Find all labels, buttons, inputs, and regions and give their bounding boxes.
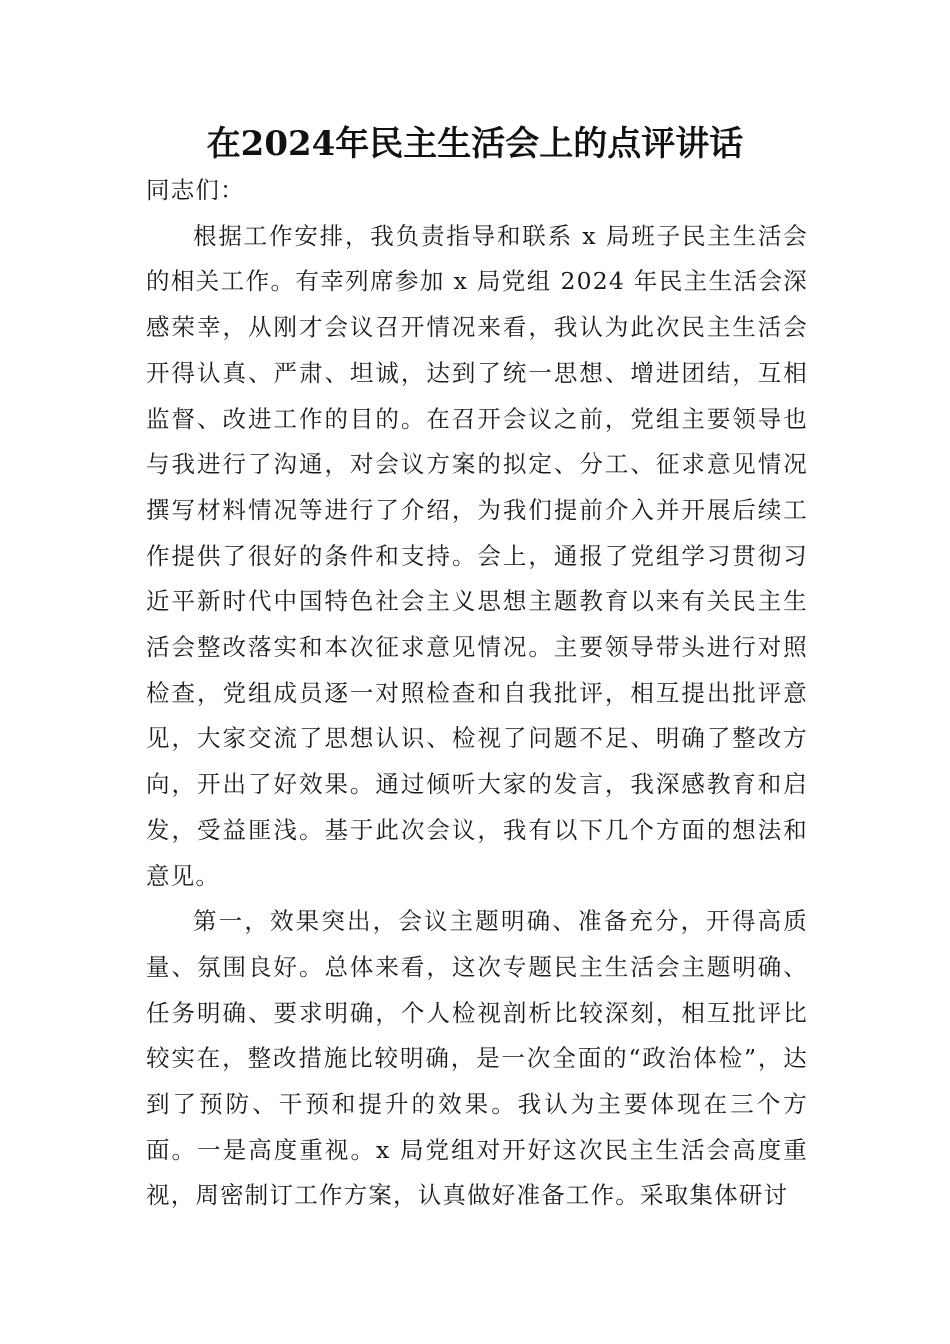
document-title: 在2024年民主生活会上的点评讲话 [206,124,744,164]
salutation: 同志们： [146,176,245,204]
paragraph: 根据工作安排，我负责指导和联系 x 局班子民主生活会的相关工作。有幸列席参加 x 局党组 2024 年民主生活会深感荣幸，从刚才会议召开情况来看，我认为此次民主生活会开得认真、严肃、坦诚，达到了统一思想、增进团结，互相监督、改进工作的目的。在召开会议之前，党组主要领导也与我进行了沟通，对会议方案的拟定、分工、征求意见情况撰写材料情况等进行了介绍，为我们提前介入并开展后续工作提供了很好的条件和支持。会上，通报了党组学习贯彻习近平新时代中国特色社会主义思想主题教育以来有关民主生活会整改落实和本次征求意见情况。主要领导带头进行对照检查，党组成员逐一对照检查和自我批评，相互提出批评意见，大家交流了思想认识、检视了问题不足、明确了整改方向，开出了好效果。通过倾听大家的发言，我深感教育和启发，受益匪浅。基于此次会议，我有以下几个方面的想法和意见。 [146,221,808,890]
document-body [146,168,808,1219]
paragraph: 第一，效果突出，会议主题明确、准备充分，开得高质量、氛围良好。总体来看，这次专题民主生活会主题明确、任务明确、要求明确，个人检视剖析比较深刻，相互批评比较实在，整改措施比较明确，是一次全面的“政治体检”，达到了预防、干预和提升的效果。我认为主要体现在三个方面。一是高度重视。x 局党组对开好这次民主生活会高度重视，周密制订工作方案，认真做好准备工作。采取集体研讨 [146,907,808,1210]
